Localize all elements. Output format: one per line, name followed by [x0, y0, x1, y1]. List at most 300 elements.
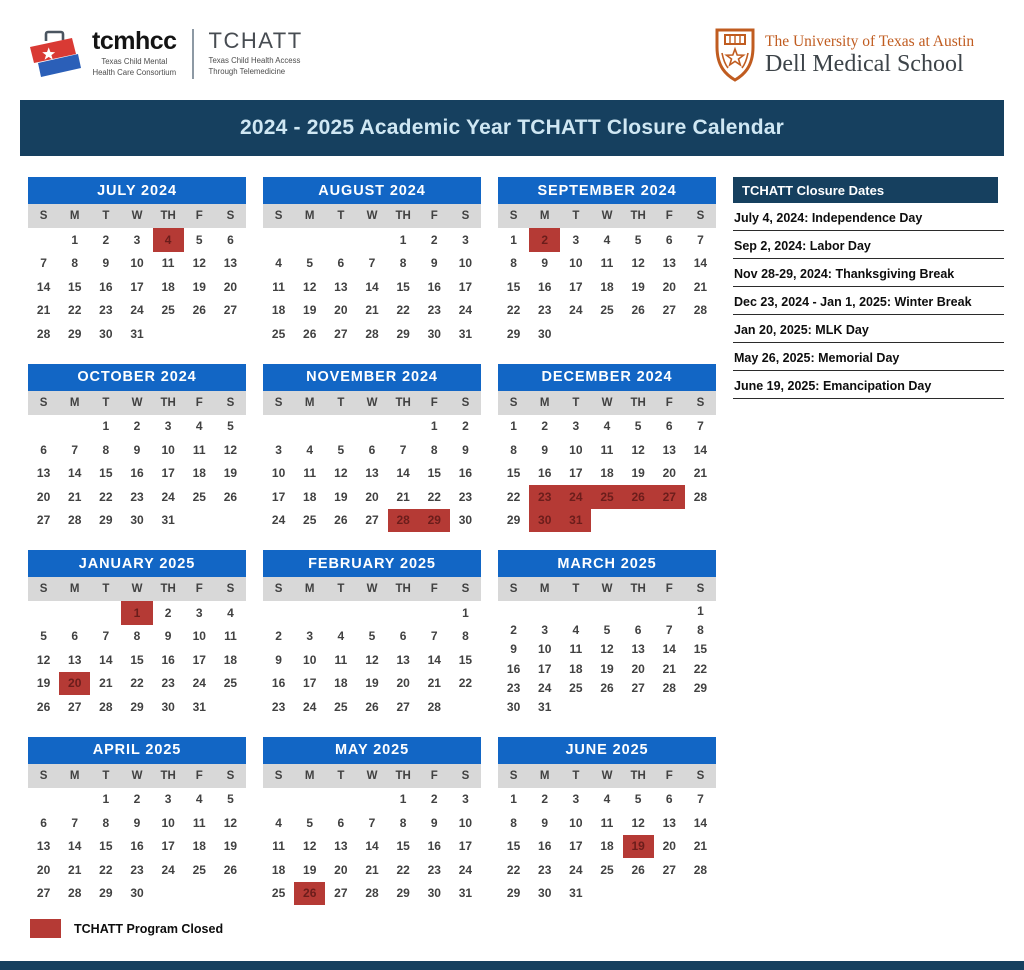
weekday-label: W: [366, 769, 378, 782]
day-cell: 30: [130, 886, 144, 901]
day-cell: 7: [368, 815, 376, 830]
weekday-row: [263, 764, 481, 788]
weekday-label: W: [131, 396, 143, 409]
empty-day-cell: [560, 601, 591, 620]
day-cell: 22: [68, 303, 82, 318]
day-cell: 15: [130, 652, 144, 667]
empty-day-cell: [325, 788, 356, 812]
day-cell: 11: [192, 815, 206, 830]
weekday-label: S: [274, 210, 283, 222]
day-cell: 11: [600, 815, 614, 830]
month-title: MARCH 2025: [557, 555, 657, 572]
month-title: JUNE 2025: [565, 742, 649, 758]
weekday-label: M: [69, 583, 80, 595]
day-cell: 18: [192, 839, 206, 854]
day-cell: 10: [569, 442, 583, 457]
day-cell: 20: [662, 279, 676, 294]
day-cell: 13: [334, 839, 348, 854]
day-cell: 2: [275, 629, 282, 644]
day-cell: 19: [223, 466, 238, 481]
day-cell: 22: [99, 489, 113, 504]
day-cell: 29: [396, 886, 410, 901]
day-cell: 16: [458, 466, 473, 481]
empty-day-cell: [28, 415, 59, 439]
day-cell: 1: [462, 605, 469, 620]
day-cell: 1: [71, 232, 79, 247]
weekday-row: [28, 391, 246, 415]
weekday-label: S: [226, 583, 235, 595]
weekday-label: S: [461, 210, 470, 222]
day-cell: 15: [396, 279, 410, 294]
day-cell: 21: [68, 489, 82, 504]
closed-day-cell: 24: [560, 485, 591, 509]
day-cell: 21: [99, 676, 113, 691]
closed-day-cell: 27: [654, 485, 685, 509]
day-cell: 14: [36, 279, 51, 294]
day-cell: 6: [665, 232, 673, 247]
day-cell: 3: [164, 792, 172, 807]
empty-day-cell: [184, 882, 215, 906]
day-cell: 20: [36, 862, 51, 877]
month-header: [263, 364, 481, 391]
closed-day-cell: 28: [388, 509, 419, 533]
day-cell: 17: [130, 279, 144, 294]
ut-austin-text: The University of Texas at Austin: [765, 32, 975, 50]
day-cell: 30: [458, 513, 473, 528]
day-cell: 16: [506, 661, 521, 676]
weekday-label: W: [601, 396, 613, 409]
day-cell: 4: [306, 442, 314, 457]
empty-day-cell: [654, 882, 685, 906]
day-cell: 9: [510, 642, 517, 657]
month-title: NOVEMBER 2024: [306, 369, 438, 385]
month-header: [28, 364, 246, 391]
footer-bar: [0, 961, 1024, 970]
day-cell: 29: [130, 699, 144, 714]
weekday-row: [498, 204, 716, 228]
tchatt-brand-text: TCHATT: [208, 28, 303, 54]
empty-day-cell: [294, 788, 325, 812]
weekday-label: TH: [160, 396, 176, 409]
weekday-label: S: [274, 769, 283, 782]
day-cell: 10: [130, 256, 144, 271]
month-calendar: [263, 364, 481, 533]
closure-date-item: Jan 20, 2025: MLK Day: [733, 315, 1004, 343]
tcmhcc-logo: [26, 25, 303, 83]
day-cell: 20: [365, 489, 379, 504]
day-cell: 21: [36, 303, 51, 318]
day-cell: 26: [223, 862, 238, 877]
empty-day-cell: [685, 697, 716, 716]
day-cell: 6: [337, 256, 345, 271]
day-cell: 7: [697, 232, 704, 247]
day-cell: 8: [102, 815, 110, 830]
day-cell: 8: [399, 815, 407, 830]
day-cell: 19: [36, 676, 51, 691]
day-cell: 7: [71, 442, 79, 457]
month-title: JANUARY 2025: [78, 555, 196, 572]
day-cell: 22: [506, 303, 521, 318]
weekday-label: F: [665, 769, 673, 782]
day-cell: 14: [99, 652, 113, 667]
weekday-label: F: [665, 396, 673, 409]
weekday-label: W: [366, 583, 378, 595]
day-cell: 27: [223, 303, 238, 318]
weekday-row: [263, 391, 481, 415]
day-cell: 31: [458, 886, 473, 901]
day-cell: 6: [634, 622, 642, 637]
day-cell: 5: [195, 232, 203, 247]
day-cell: 5: [603, 622, 611, 637]
weekday-row: [498, 577, 716, 601]
day-cell: 25: [192, 862, 206, 877]
weekday-row: [28, 577, 246, 601]
day-cell: 30: [99, 326, 113, 341]
closed-color-swatch: [30, 919, 61, 938]
day-cell: 15: [693, 642, 708, 657]
day-cell: 25: [161, 303, 175, 318]
day-cell: 12: [192, 256, 206, 271]
weekday-label: TH: [395, 396, 411, 409]
day-cell: 8: [102, 442, 110, 457]
weekday-label: W: [601, 583, 613, 595]
weekday-label: T: [572, 583, 580, 595]
month-calendar: [498, 550, 716, 719]
day-cell: 22: [458, 676, 473, 691]
weekday-label: TH: [630, 583, 646, 595]
day-grid: [263, 228, 481, 346]
weekday-label: TH: [630, 210, 646, 222]
day-cell: 17: [192, 652, 206, 667]
empty-day-cell: [28, 601, 59, 625]
day-cell: 4: [603, 232, 611, 247]
day-cell: 1: [399, 792, 407, 807]
day-cell: 10: [458, 815, 473, 830]
month-title: DECEMBER 2024: [541, 369, 673, 385]
day-cell: 5: [634, 232, 642, 247]
closed-day-cell: 1: [121, 601, 152, 625]
day-cell: 29: [68, 326, 82, 341]
weekday-label: TH: [160, 769, 176, 782]
day-cell: 19: [303, 303, 317, 318]
empty-day-cell: [623, 601, 654, 620]
day-grid: [498, 788, 716, 906]
day-cell: 5: [634, 419, 642, 434]
day-cell: 12: [631, 256, 645, 271]
empty-day-cell: [325, 415, 356, 439]
month-header: [28, 737, 246, 764]
day-cell: 20: [334, 862, 348, 877]
day-cell: 13: [365, 466, 379, 481]
closure-date-item: July 4, 2024: Independence Day: [733, 203, 1004, 231]
day-cell: 3: [275, 442, 282, 457]
day-cell: 29: [693, 680, 708, 695]
day-cell: 24: [271, 513, 286, 528]
closure-date-item: Sep 2, 2024: Labor Day: [733, 231, 1004, 259]
day-cell: 4: [227, 605, 234, 620]
day-cell: 4: [195, 419, 203, 434]
day-cell: 26: [631, 303, 645, 318]
empty-day-cell: [28, 228, 59, 252]
day-cell: 16: [161, 652, 175, 667]
month-calendar: [28, 364, 246, 533]
day-cell: 6: [40, 815, 47, 830]
day-cell: 26: [334, 513, 348, 528]
day-cell: 19: [631, 466, 645, 481]
day-cell: 5: [337, 442, 345, 457]
empty-day-cell: [263, 788, 294, 812]
day-cell: 21: [693, 839, 708, 854]
day-cell: 5: [306, 815, 314, 830]
day-cell: 28: [693, 489, 708, 504]
empty-day-cell: [263, 415, 294, 439]
weekday-label: F: [195, 210, 203, 222]
empty-day-cell: [294, 228, 325, 252]
month-title: JULY 2024: [97, 182, 177, 199]
day-cell: 2: [541, 792, 549, 807]
day-cell: 11: [303, 466, 317, 481]
day-cell: 29: [396, 326, 410, 341]
day-cell: 18: [271, 303, 286, 318]
day-cell: 22: [396, 862, 410, 877]
day-grid: [28, 415, 246, 533]
day-cell: 2: [462, 419, 469, 434]
empty-day-cell: [356, 601, 387, 625]
day-cell: 8: [510, 256, 517, 271]
day-cell: 31: [192, 699, 206, 714]
day-cell: 19: [631, 279, 645, 294]
day-cell: 17: [303, 676, 317, 691]
day-cell: 29: [506, 326, 521, 341]
day-cell: 22: [130, 676, 144, 691]
day-cell: 13: [36, 466, 51, 481]
weekday-label: S: [39, 396, 48, 409]
weekday-label: S: [509, 210, 518, 222]
empty-day-cell: [294, 415, 325, 439]
day-cell: 13: [662, 442, 676, 457]
day-cell: 5: [306, 256, 314, 271]
weekday-label: T: [102, 583, 110, 595]
weekday-label: F: [195, 583, 203, 595]
weekday-label: T: [572, 769, 580, 782]
day-cell: 12: [631, 442, 645, 457]
day-cell: 19: [192, 279, 206, 294]
day-cell: 4: [603, 792, 611, 807]
day-cell: 7: [697, 419, 704, 434]
empty-day-cell: [591, 322, 622, 346]
day-cell: 1: [399, 232, 407, 247]
day-cell: 5: [40, 629, 47, 644]
day-cell: 23: [427, 862, 441, 877]
day-cell: 22: [693, 661, 708, 676]
empty-day-cell: [215, 509, 246, 533]
day-cell: 28: [365, 326, 379, 341]
empty-day-cell: [153, 882, 184, 906]
day-cell: 29: [506, 886, 521, 901]
day-cell: 2: [430, 792, 438, 807]
day-cell: 5: [227, 419, 234, 434]
day-cell: 7: [430, 629, 438, 644]
day-cell: 1: [510, 232, 517, 247]
weekday-label: S: [509, 769, 518, 782]
day-cell: 28: [36, 326, 51, 341]
tcmhcc-brand-text: tcmhcc: [92, 27, 177, 56]
weekday-label: W: [366, 396, 378, 409]
day-grid: [498, 228, 716, 346]
day-cell: 11: [161, 256, 175, 271]
day-cell: 18: [569, 661, 583, 676]
month-calendar: [28, 177, 246, 346]
empty-day-cell: [28, 788, 59, 812]
logo-divider: [192, 29, 194, 79]
weekday-label: S: [39, 583, 48, 595]
day-cell: 19: [365, 676, 379, 691]
weekday-label: S: [461, 583, 470, 595]
weekday-label: S: [39, 769, 48, 782]
legend: [30, 919, 223, 938]
tchatt-sub-line2: Through Telemedicine: [208, 67, 286, 76]
month-header: [263, 177, 481, 204]
day-cell: 24: [458, 862, 473, 877]
day-cell: 2: [102, 232, 110, 247]
day-cell: 16: [427, 839, 441, 854]
weekday-label: M: [69, 210, 80, 222]
day-cell: 28: [68, 513, 82, 528]
day-cell: 3: [462, 792, 469, 807]
weekday-label: M: [304, 769, 315, 782]
day-cell: 23: [506, 680, 521, 695]
day-cell: 10: [538, 642, 552, 657]
day-grid: [28, 601, 246, 719]
month-calendar: [498, 364, 716, 533]
weekday-label: W: [601, 769, 613, 782]
day-grid: [263, 415, 481, 533]
day-cell: 26: [631, 862, 645, 877]
day-cell: 29: [506, 513, 521, 528]
empty-day-cell: [623, 509, 654, 533]
day-cell: 12: [600, 642, 614, 657]
weekday-label: T: [102, 396, 110, 409]
day-cell: 12: [334, 466, 348, 481]
empty-day-cell: [529, 601, 560, 620]
day-cell: 20: [36, 489, 51, 504]
closed-day-cell: 26: [623, 485, 654, 509]
day-cell: 15: [427, 466, 441, 481]
day-cell: 11: [192, 442, 206, 457]
weekday-label: F: [665, 583, 673, 595]
day-cell: 9: [133, 442, 141, 457]
day-cell: 12: [223, 815, 238, 830]
day-cell: 14: [396, 466, 410, 481]
day-cell: 16: [99, 279, 113, 294]
weekday-label: M: [304, 396, 315, 409]
weekday-label: F: [430, 583, 438, 595]
weekday-label: T: [102, 210, 110, 222]
day-cell: 12: [303, 279, 317, 294]
legend-label: TCHATT Program Closed: [74, 921, 224, 936]
weekday-label: TH: [160, 583, 176, 595]
day-cell: 6: [665, 792, 673, 807]
day-cell: 24: [458, 303, 473, 318]
day-cell: 28: [99, 699, 113, 714]
empty-day-cell: [623, 882, 654, 906]
empty-day-cell: [498, 601, 529, 620]
weekday-label: F: [430, 210, 438, 222]
day-cell: 25: [569, 680, 583, 695]
day-cell: 13: [223, 256, 238, 271]
day-cell: 8: [430, 442, 438, 457]
day-cell: 10: [569, 815, 583, 830]
day-cell: 19: [600, 661, 614, 676]
day-cell: 27: [365, 513, 379, 528]
day-cell: 27: [334, 326, 348, 341]
day-cell: 4: [603, 419, 611, 434]
day-cell: 19: [334, 489, 348, 504]
empty-day-cell: [654, 322, 685, 346]
day-cell: 28: [427, 699, 441, 714]
day-cell: 10: [192, 629, 206, 644]
day-cell: 8: [462, 629, 469, 644]
day-cell: 7: [697, 792, 704, 807]
day-cell: 2: [133, 792, 141, 807]
day-cell: 13: [68, 652, 82, 667]
weekday-label: S: [274, 396, 283, 409]
weekday-row: [28, 204, 246, 228]
day-cell: 17: [161, 839, 175, 854]
day-cell: 23: [130, 862, 144, 877]
weekday-label: F: [195, 396, 203, 409]
tcmhcc-sub-line1: Texas Child Mental: [101, 57, 168, 67]
weekday-label: W: [601, 210, 613, 222]
closure-date-item: Dec 23, 2024 - Jan 1, 2025: Winter Break: [733, 287, 1004, 315]
closure-date-item: May 26, 2025: Memorial Day: [733, 343, 1004, 371]
tchatt-sub-line1: Texas Child Health Access: [208, 56, 301, 66]
day-cell: 15: [506, 466, 521, 481]
weekday-label: S: [274, 583, 283, 595]
weekday-label: S: [461, 396, 470, 409]
closed-day-cell: 2: [529, 228, 560, 252]
weekday-label: F: [430, 396, 438, 409]
day-cell: 5: [368, 629, 376, 644]
day-cell: 11: [272, 839, 285, 854]
empty-day-cell: [654, 509, 685, 533]
closed-day-cell: 25: [591, 485, 622, 509]
day-cell: 28: [68, 886, 82, 901]
closed-day-cell: 31: [560, 509, 591, 533]
day-cell: 20: [631, 661, 645, 676]
weekday-row: [498, 764, 716, 788]
empty-day-cell: [388, 601, 419, 625]
day-cell: 15: [506, 839, 521, 854]
empty-day-cell: [591, 509, 622, 533]
day-cell: 30: [427, 326, 441, 341]
day-cell: 24: [538, 680, 552, 695]
day-cell: 16: [271, 676, 286, 691]
closure-dates-list: [733, 203, 1004, 399]
day-cell: 3: [572, 232, 580, 247]
day-cell: 31: [458, 326, 473, 341]
day-cell: 1: [697, 603, 704, 618]
day-cell: 25: [271, 886, 286, 901]
day-cell: 18: [192, 466, 206, 481]
day-cell: 11: [272, 279, 285, 294]
weekday-label: S: [226, 769, 235, 782]
empty-day-cell: [215, 322, 246, 346]
day-cell: 4: [337, 629, 345, 644]
day-cell: 26: [600, 680, 614, 695]
day-cell: 3: [572, 419, 580, 434]
day-cell: 14: [365, 279, 379, 294]
